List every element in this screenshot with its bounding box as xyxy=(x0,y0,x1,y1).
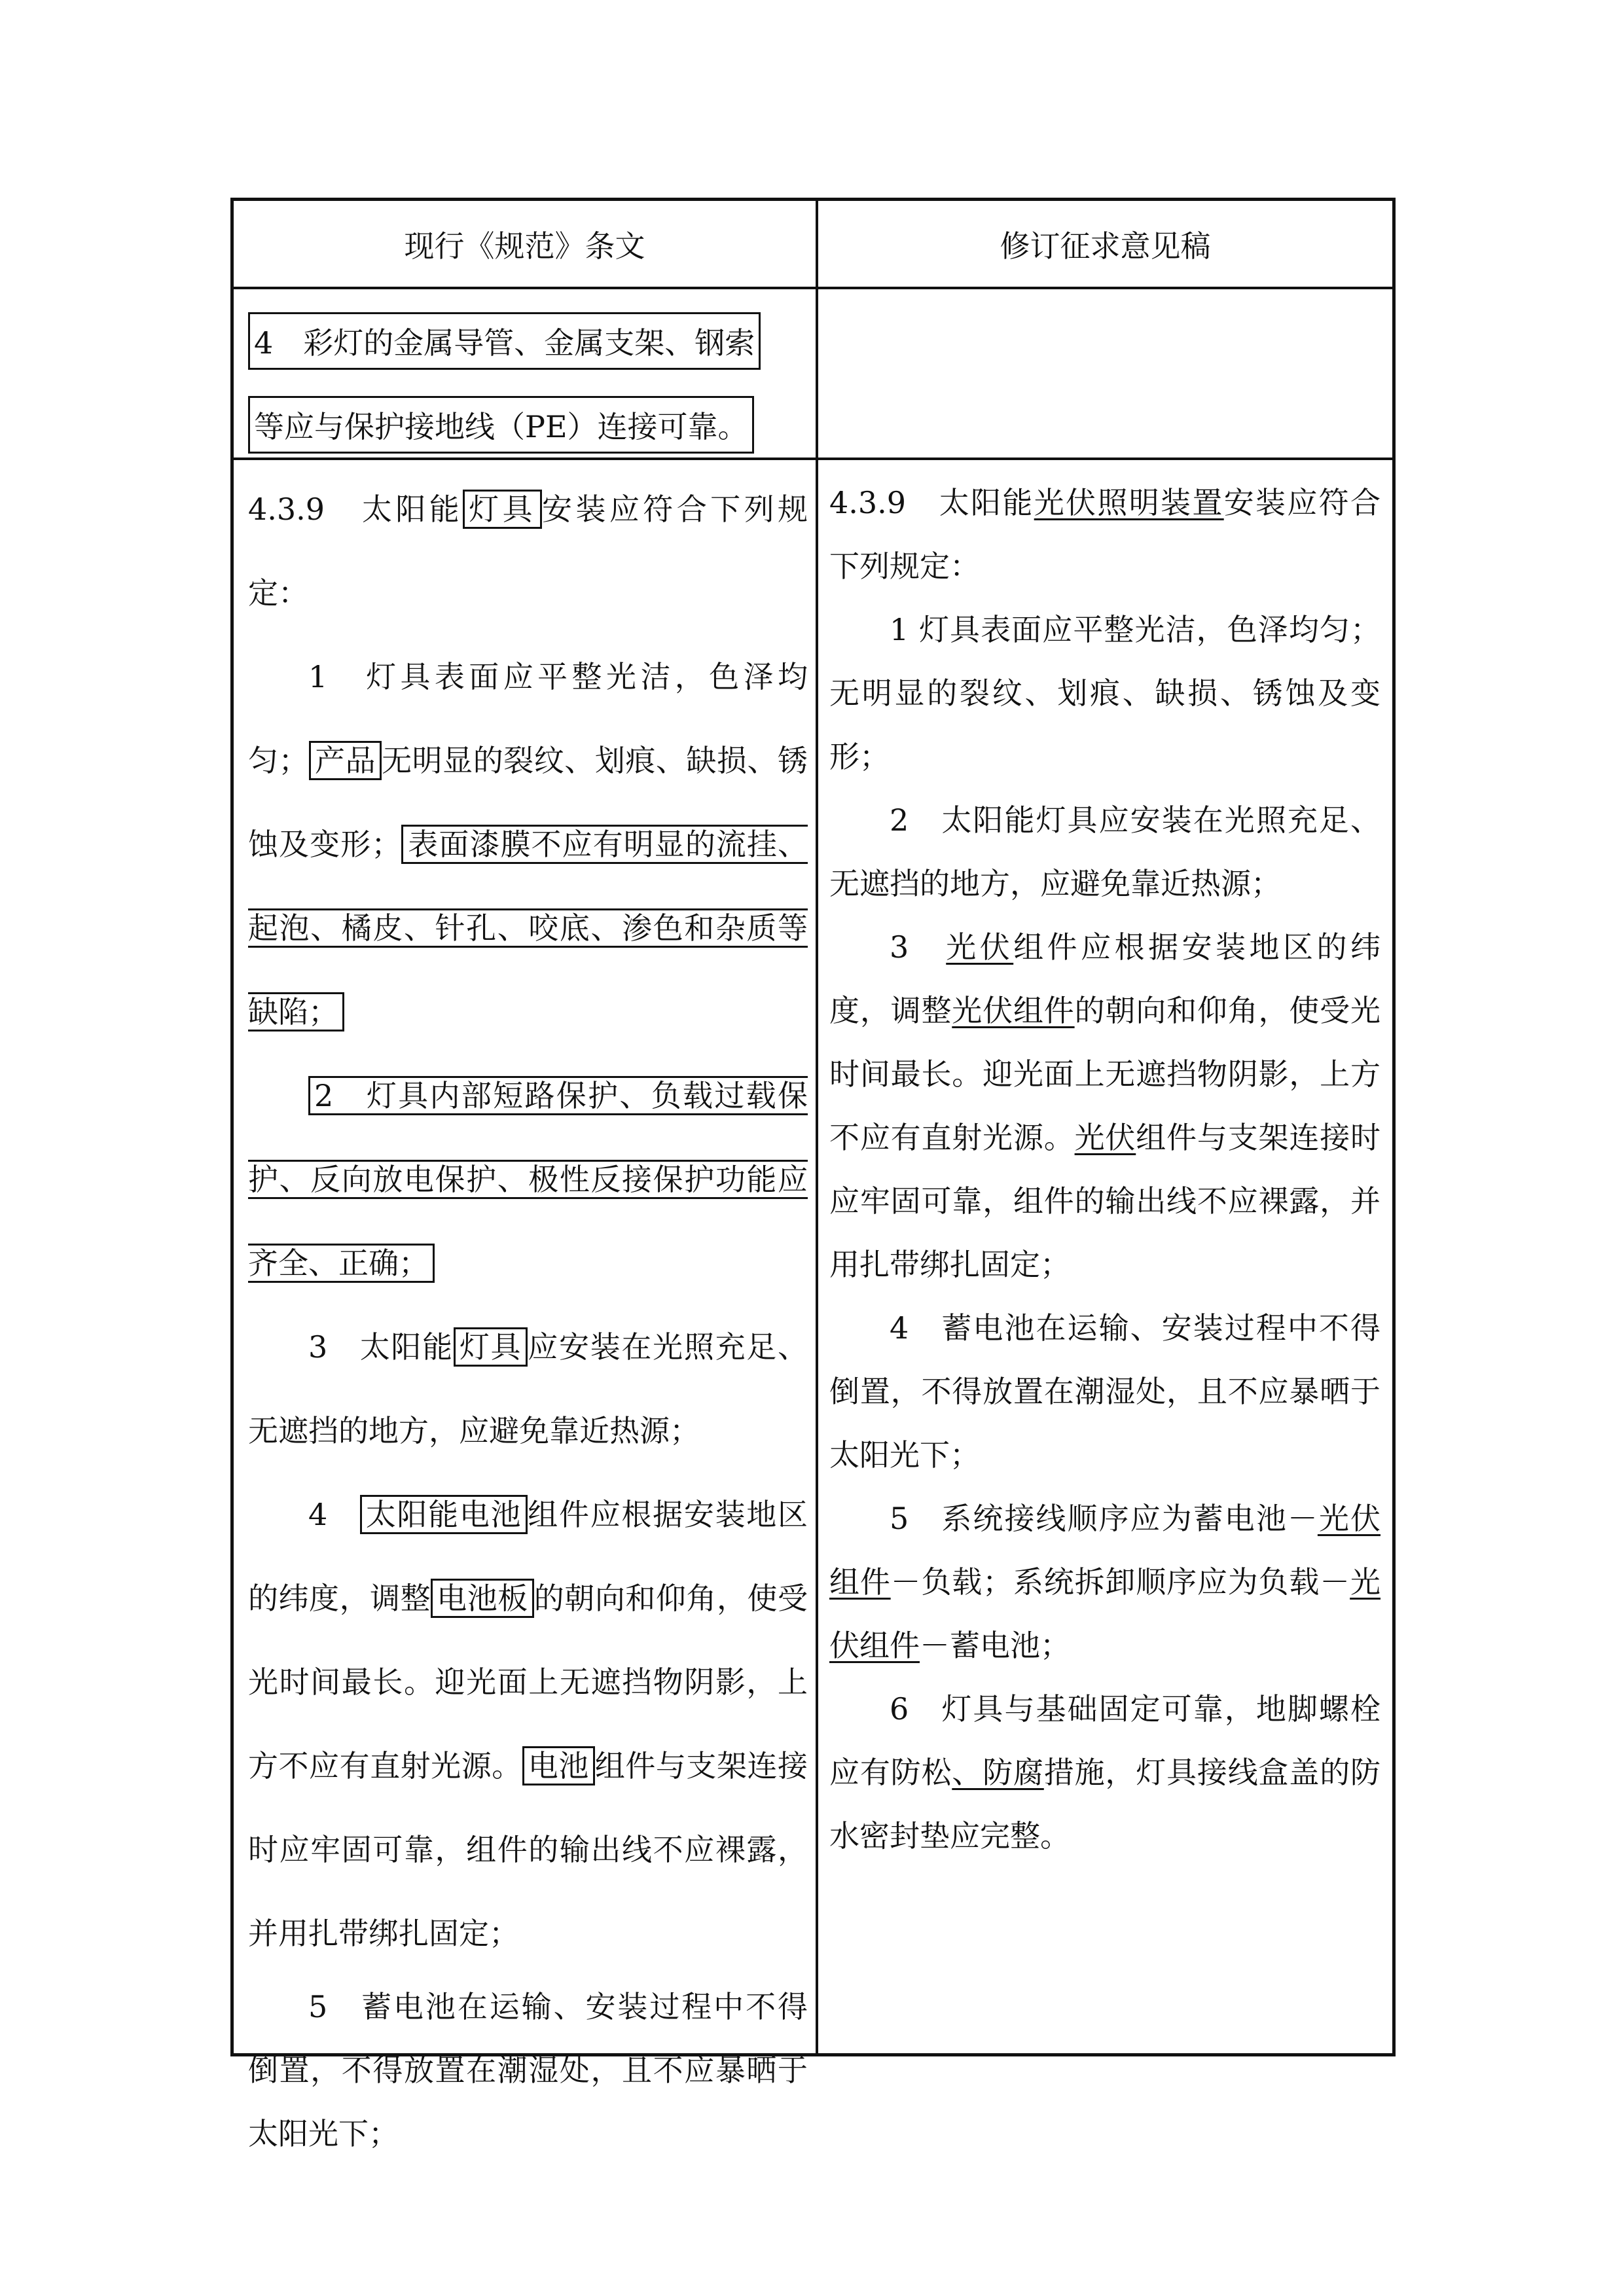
row1-line2: 等应与保护接地线（PE）连接可靠。 xyxy=(248,396,754,454)
column-divider xyxy=(816,201,818,2053)
row1-left-cell xyxy=(248,299,808,467)
left-para-3: 3 太阳能 灯具 应安装在光照充足、无遮挡的地方，应避免靠近热源； xyxy=(248,1305,808,1473)
left-para-4: 4 太阳能电池 组件应根据安装地区的纬度，调整 电池板 的朝向和仰角，使受光时间最长。迎光面上无遮挡物阴影，上方不应有直射光源。 电池 组件与支架连接时应牢固可靠，组件的输出线不应裸露，并用扎带绑扎固定； xyxy=(248,1473,808,1975)
row1-line1: 4 彩灯的金属导管、金属支架、钢索 xyxy=(248,312,761,370)
header-current-code: 现行《规范》条文 xyxy=(404,228,645,264)
right-para-6: 6 灯具与基础固定可靠，地脚螺栓应有防松、防腐措施，灯具接线盒盖的防水密封垫应完整。 xyxy=(829,1691,1381,1854)
right-para-4: 4 蓄电池在运输、安装过程中不得倒置，不得放置在潮湿处，且不应暴晒于太阳光下； xyxy=(829,1310,1380,1473)
header-revision-draft: 修订征求意见稿 xyxy=(1000,228,1211,264)
left-para-5: 5 蓄电池在运输、安装过程中不得倒置，不得放置在潮湿处，且不应暴晒于太阳光下； xyxy=(248,1989,808,2151)
right-para-2: 2 太阳能灯具应安装在光照充足、无遮挡的地方，应避免靠近热源； xyxy=(829,802,1380,901)
header-row-divider xyxy=(234,287,1392,289)
left-para-2: 2 灯具内部短路保护、负载过载保护、反向放电保护、极性反接保护功能应齐全、正确； xyxy=(248,1054,808,1305)
right-clause-text xyxy=(829,471,1380,1868)
right-para-4-3-9: 4.3.9 太阳能光伏照明装置安装应符合下列规定： xyxy=(829,485,1381,584)
right-para-3: 3 光伏组件应根据安装地区的纬度，调整光伏组件的朝向和仰角，使受光时间最长。迎光面上无遮挡物阴影，上方不应有直射光源。光伏组件与支架连接时应牢固可靠，组件的输出线不应裸露，并用扎带绑扎固定； xyxy=(829,929,1381,1282)
left-para-4-3-9: 4.3.9 太阳能 灯具 安装应符合下列规定： xyxy=(248,467,808,635)
comparison-table xyxy=(230,198,1396,2151)
right-para-5: 5 系统接线顺序应为蓄电池－光伏组件－负载；系统拆卸顺序应为负载－光伏组件－蓄电池； xyxy=(829,1501,1381,1663)
left-para-1: 1 灯具表面应平整光洁，色泽均匀； 产品 无明显的裂纹、划痕、缺损、锈蚀及变形； 表面漆膜不应有明显的流挂、起泡、橘皮、针孔、咬底、渗色和杂质等缺陷； xyxy=(248,635,808,1054)
right-para-1: 1 灯具表面应平整光洁，色泽均匀；无明显的裂纹、划痕、缺损、锈蚀及变形； xyxy=(829,612,1380,774)
left-clause-text xyxy=(248,467,808,2166)
